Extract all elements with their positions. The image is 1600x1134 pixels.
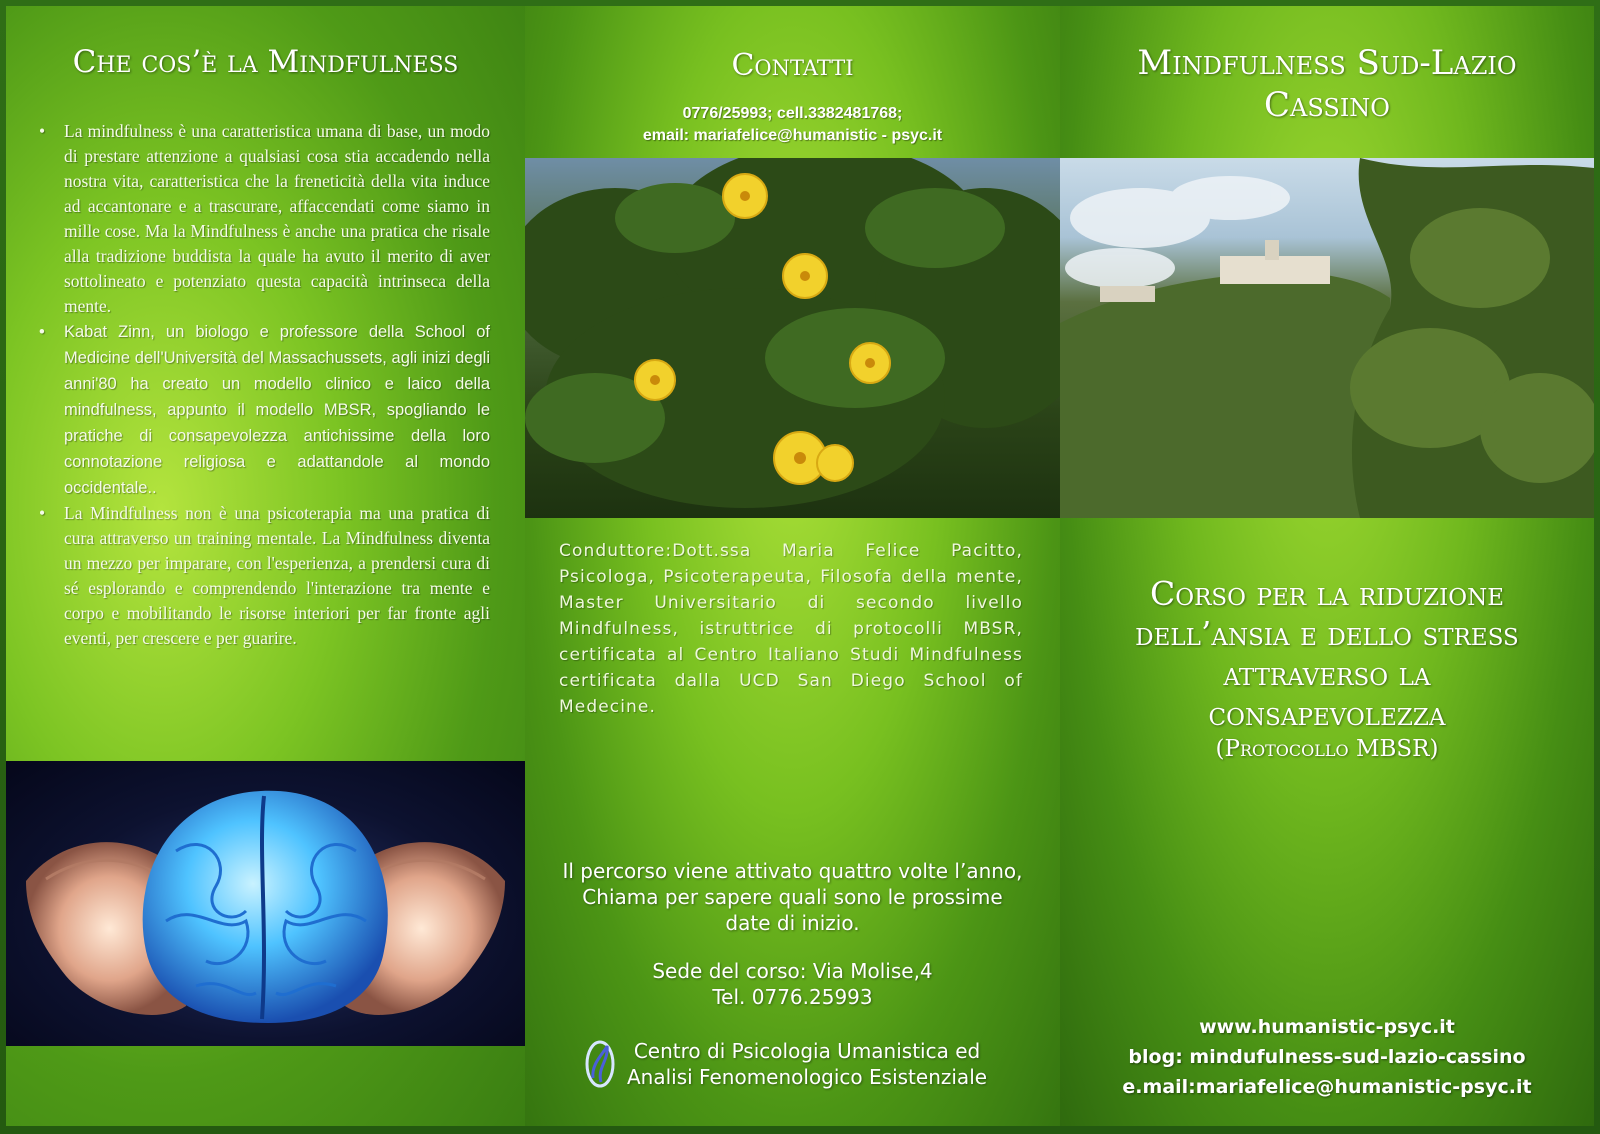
montecassino-abbey-hill-image bbox=[1060, 158, 1594, 518]
contact-details bbox=[525, 103, 1060, 147]
centro-line-1: Centro di Psicologia Umanistica ed bbox=[633, 1039, 981, 1063]
venue-phone: Tel. 0776.25993 bbox=[712, 985, 873, 1009]
bullet-kabat-zinn: • Kabat Zinn, un biologo e professore della School of Medicine dell'Università del Massachussets, agli inizi degli anni'80 ha creato un modello clinico e laico della mindfulness, appunto il modello MBSR, spogliando le pratiche di consapevolezza antichissime della loro connotazione religiosa e adattandole al mondo occidentale.. bbox=[36, 319, 490, 501]
mindfulness-bullet-list bbox=[36, 119, 490, 651]
course-info bbox=[525, 858, 1060, 1032]
centro-signature bbox=[583, 1036, 1023, 1092]
contact-phone: 0776/25993; cell.3382481768; bbox=[682, 105, 903, 122]
course-title-line-2: dell’ansia e dello stress bbox=[1135, 614, 1519, 653]
panel-cover bbox=[1060, 6, 1594, 1126]
course-title-line-1: Corso per la riduzione bbox=[1149, 574, 1505, 613]
activation-line-2: Chiama per sapere quali sono le prossime bbox=[582, 885, 1003, 909]
blog-link[interactable]: blog: mindufulness-sud-lazio-cassino bbox=[1128, 1046, 1526, 1068]
cover-title bbox=[1060, 42, 1594, 126]
course-title-line-4: consapevolezza bbox=[1208, 694, 1446, 733]
conductor-bio: Conduttore:Dott.ssa Maria Felice Pacitto, Psicologa, Psicoterapeuta, Filosofa della mente, Master Universitario di secondo livello Mindfulness, istruttrice di protocolli MBSR, certificata al Centro Italiano Studi Mindfulness certificata dalla UCD San Diego School of Medecine. bbox=[559, 541, 1023, 717]
email-link[interactable]: e.mail:mariafelice@humanistic-psyc.it bbox=[1122, 1076, 1532, 1098]
cover-links bbox=[1060, 1012, 1594, 1102]
course-subtitle: (Protocollo MBSR) bbox=[1215, 736, 1439, 762]
cover-title-line-1: Mindfulness Sud-Lazio bbox=[1137, 43, 1517, 83]
course-title bbox=[1060, 574, 1594, 764]
centro-line-2: Analisi Fenomenologico Esistenziale bbox=[627, 1065, 988, 1089]
activation-line-3: date di inizio. bbox=[725, 911, 860, 935]
contact-email: email: mariafelice@humanistic - psyc.it bbox=[642, 127, 943, 144]
what-is-mindfulness-heading: Che cos’è la Mindfulness bbox=[72, 44, 459, 80]
centro-logo-icon bbox=[583, 1038, 617, 1090]
contacts-heading: Contatti bbox=[731, 48, 854, 83]
cover-title-line-2: Cassino bbox=[1264, 85, 1390, 125]
venue-address: Sede del corso: Via Molise,4 bbox=[652, 959, 933, 983]
brain-in-hands-image bbox=[6, 761, 525, 1046]
panel-what-is-mindfulness bbox=[6, 6, 525, 1126]
activation-line-1: Il percorso viene attivato quattro volte l’anno, bbox=[562, 859, 1023, 883]
yellow-flowers-tree-image bbox=[525, 158, 1060, 518]
course-title-line-3: attraverso la bbox=[1223, 654, 1431, 693]
panel-contacts bbox=[525, 6, 1060, 1126]
bullet-definition: • La mindfulness è una caratteristica umana di base, un modo di prestare attenzione a qualsiasi cosa stia accadendo nella nostra vita, caratteristica che la freneticità della vita induce ad accantonare e a trascurare, affaccendati come siamo in mille cose. Ma la Mindfulness è anche una pratica che risale alla tradizione buddista la quale ha avuto il merito di aver sottolineato e potenziato questa capacità intrinseca della mente. bbox=[36, 119, 490, 319]
website-link[interactable]: www.humanistic-psyc.it bbox=[1199, 1016, 1455, 1038]
bullet-not-psychotherapy: • La Mindfulness non è una psicoterapia ma una pratica di cura attraverso un training mentale. La Mindfulness diventa un mezzo per imparare, con l'esperienza, a prendersi cura di sé esplorando e comprendendo l'interazione tra mente e corpo e mobilitando le risorse interiori per far fronte agli eventi, per crescere e per guarire. bbox=[36, 501, 490, 651]
